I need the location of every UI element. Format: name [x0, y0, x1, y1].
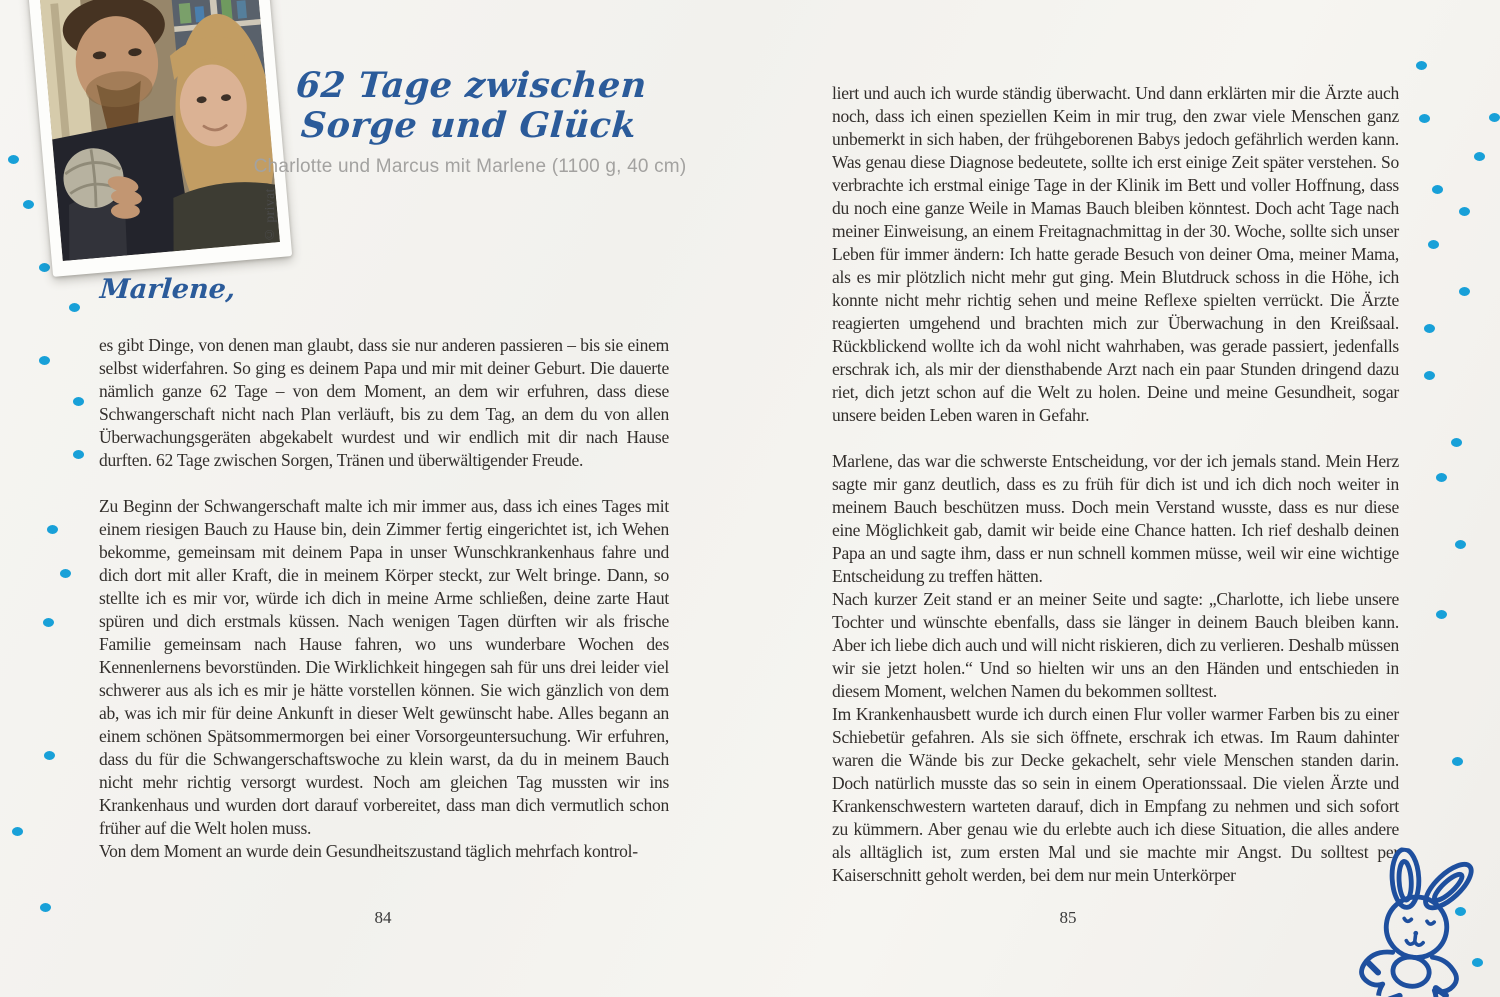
decorative-dot	[23, 200, 34, 209]
paragraph: Marlene, das war die schwerste Entscheidung, vor der ich jemals stand. Mein Herz sagte mir ganz deutlich, dass es zu früh für dich ist und ich dich noch weiter in meinem Bauch beschützen muss. Doch mein Verstand wusste, dass es nur diese eine Möglichkeit gab, damit wir beide eine Chance hatten. Ich rief deshalb deinen Papa an und sagte ihm, dass er nun schnell kommen müsse, weil wir eine wichtige Entscheidung zu treffen hätten.	[832, 451, 1399, 586]
decorative-dot	[73, 397, 84, 406]
decorative-dot	[1419, 114, 1430, 123]
decorative-dot	[1432, 185, 1443, 194]
page-number-left: 84	[374, 908, 392, 927]
chapter-title: 62 Tage zwischen Sorge und Glück	[294, 65, 649, 147]
decorative-dot	[1424, 324, 1435, 333]
decorative-dot	[73, 450, 84, 459]
chapter-subtitle: Charlotte und Marcus mit Marlene (1100 g, 40 cm)	[253, 155, 687, 177]
decorative-dot	[39, 263, 50, 272]
decorative-dot	[69, 303, 80, 312]
decorative-dot	[1436, 473, 1447, 482]
decorative-dot	[1455, 540, 1466, 549]
paragraph: Nach kurzer Zeit stand er an meiner Seite und sagte: „Charlotte, ich liebe unsere Tochter und wünschte ebenfalls, dass sie länger in deinem Bauch bleiben kann. Aber ich liebe dich auch und will nicht riskieren, dich zu verlieren. Deshalb müssen wir sie jetzt holen.“ Und so hielten wir uns an den Händen und entschieden in diesem Moment, welchen Namen du bekommen solltest.	[832, 589, 1399, 701]
chapter-header	[235, 66, 705, 178]
paragraph: es gibt Dinge, von denen man glaubt, dass sie nur anderen passieren – bis sie einem selbst widerfahren. So ging es deinem Papa und mir mit deiner Geburt. Die dauerte nämlich ganze 62 Tage – von dem Moment, an dem wir erfuhren, dass diese Schwangerschaft nicht nach Plan verläuft, bis zu dem Tag, an dem du von allen Überwachungsgeräten abgekabelt wurdest und wir endlich mit dir nach Hause durften. 62 Tage zwischen Sorgen, Tränen und überwältigender Freude.	[99, 335, 669, 470]
paragraph: liert und auch ich wurde ständig überwacht. Und dann erklärten mir die Ärzte auch noch, dass ich einen speziellen Keim in mir trug, den zwar viele Menschen ganz unbemerkt in sich haben, der frühgeborenen Babys jedoch gefährlich werden kann. Was genau diese Diagnose bedeutete, sollte ich erst einige Zeit später verstehen. So verbrachte ich erstmal einige Tage in der Klinik im Bett und voller Hoffnung, dass du noch eine ganze Weile in Mamas Bauch bleiben könntest. Doch acht Tage nach meiner Einweisung, an einem Freitagnachmittag in der 30. Woche, sollte sich unser Leben für immer ändern: Ich hatte gerade Besuch von deiner Oma, meiner Mama, als es mir plötzlich nicht mehr gut ging. Mein Blutdruck schoss in die Höhe, ich konnte nicht mehr richtig sehen und meine Reflexe spielten verrückt. Die Ärzte reagierten umgehend und brachten mich zur Überwachung in den Kreißsaal. Rückblickend wollte ich da wohl nicht wahrhaben, was gerade passiert, jedenfalls erschrak ich, als mir der diensthabende Arzt nach ein paar Stunden dringend dazu riet, dich jetzt schon auf die Welt zu holen. Deine und meine Gesundheit, sogar unsere beiden Leben waren in Gefahr.	[832, 83, 1399, 425]
decorative-dot	[1459, 287, 1470, 296]
decorative-dot	[47, 525, 58, 534]
decorative-dot	[12, 827, 23, 836]
decorative-dot	[1459, 207, 1470, 216]
decorative-dot	[1451, 438, 1462, 447]
decorative-dot	[39, 356, 50, 365]
decorative-dot	[43, 618, 54, 627]
decorative-dot	[40, 903, 51, 912]
bunny-doodle-icon	[1339, 842, 1496, 997]
paragraph: Im Krankenhausbett wurde ich durch einen Flur voller warmer Farben bis zu einer Schiebetür gefahren. Als sie sich öffnete, erschrak ich etwas. Im Raum dahinter waren die Wände bis zur Decke gekachelt, sehr viele Menschen standen darin. Doch natürlich musste das so sein in einem Operationssaal. Die vielen Ärzte und Krankenschwestern warteten darauf, dich in Empfang zu nehmen und sich sofort zu kümmern. Aber genau wie du erlebte auch ich diese Situation, die alles andere als alltäglich ist, zum ersten Mal und sie machte mir Angst. Du solltest per Kaiserschnitt geholt werden, bei dem nur mein Unterkörper	[832, 704, 1399, 885]
decorative-dot	[1474, 152, 1485, 161]
letter-salutation: Marlene,	[98, 274, 237, 305]
decorative-dot	[60, 569, 71, 578]
decorative-dot	[1436, 610, 1447, 619]
page-number-right: 85	[1059, 908, 1077, 927]
photo-credit: © privat	[262, 188, 277, 242]
paragraph: Zu Beginn der Schwangerschaft malte ich mir immer aus, dass ich eines Tages mit einem riesigen Bauch zu Hause bin, dein Zimmer fertig eingerichtet ist, ich Wehen bekomme, gemeinsam mit deinem Papa in unser Wunschkrankenhaus fahre und dich dort mit aller Kraft, die in meinem Körper steckt, zur Welt bringe. Dann, so stellte ich es mir vor, würde ich dich in meine Arme schließen, deine zarte Haut spüren und dich erstmals küssen. Nach wenigen Tagen dürften wir als frische Familie gemeinsam nach Hause fahren, wo uns wunderbare Wochen des Kennenlernens bevorstünden. Die Wirklichkeit hingegen sah für uns drei leider viel schwerer aus als ich es mir je hätte vorstellen können. Sie wich gänzlich von dem ab, was ich mir für deine Ankunft in dieser Welt gewünscht habe. Alles begann an einem schönen Spätsommermorgen bei einer Vorsorgeuntersuchung. Wir erfuhren, dass du für die Schwangerschaftswoche zu klein warst, da du in meinem Bauch nicht mehr richtig versorgt wurdest. Noch am gleichen Tag mussten wir ins Krankenhaus und wurden dort darauf vorbereitet, dass man dich vermutlich schon früher auf die Welt holen muss.	[99, 496, 669, 838]
decorative-dot	[1428, 240, 1439, 249]
paragraph: Von dem Moment an wurde dein Gesundheitszustand täglich mehrfach kontrol-	[99, 841, 638, 861]
decorative-dot	[44, 751, 55, 760]
decorative-dot	[1489, 113, 1500, 122]
decorative-dot	[1424, 371, 1435, 380]
right-page-text	[832, 82, 1399, 887]
decorative-dot	[8, 155, 19, 164]
decorative-dot	[1452, 757, 1463, 766]
decorative-dot	[1416, 61, 1427, 70]
left-page-text	[99, 334, 669, 863]
